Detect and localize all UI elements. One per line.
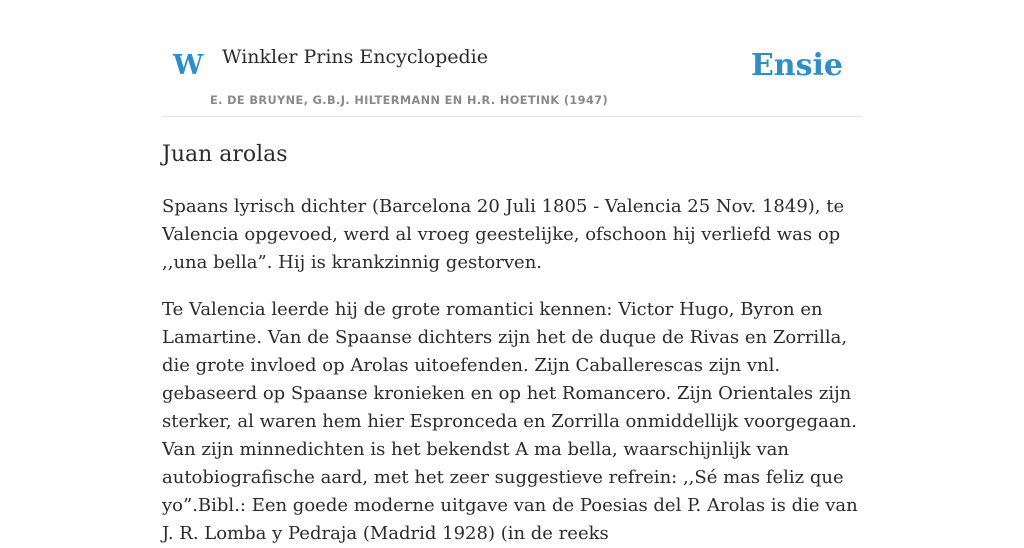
article-paragraph-1: Spaans lyrisch dichter (Barcelona 20 Juli 1805 - Valencia 25 Nov. 1849), te Valencia opgevoed, werd al vroeg geestelijke, ofschoon hij verliefd was op ,,una bella”. Hij is krankzinnig gestorven. (162, 196, 845, 274)
encyclopedia-authors: E. DE BRUYNE, G.B.J. HILTERMANN EN H.R. HOETINK (1947) (210, 94, 609, 107)
article-title: Juan arolas (162, 142, 288, 167)
site-header (162, 0, 862, 117)
ensie-brand-logo[interactable]: Ensie (750, 48, 843, 83)
encyclopedia-logo[interactable]: W (173, 50, 204, 81)
page (162, 0, 862, 548)
encyclopedia-title[interactable]: Winkler Prins Encyclopedie (222, 46, 488, 68)
article-paragraph-2: Te Valencia leerde hij de grote romantici kennen: Victor Hugo, Byron en Lamartine. Van de Spaanse dichters zijn het de duque de Rivas en Zorrilla, die grote invloed op Arolas uitoefenden. Zijn Caballerescas zijn vnl. gebaseerd op Spaanse kronieken en op het Romancero. Zijn Orientales zijn sterker, al waren hem hier Espronceda en Zorrilla onmiddellijk voorgegaan. Van zijn minnedichten is het bekendst A ma bella, waarschijnlijk van autobiografische aard, met het zeer suggestieve refrein: ,,Sé mas feliz que yo”.Bibl.: Een goede moderne uitgave van de Poesias del P. Arolas is die van J. R. Lomba y Pedraja (Madrid 1928) (in de reeks (162, 299, 858, 545)
